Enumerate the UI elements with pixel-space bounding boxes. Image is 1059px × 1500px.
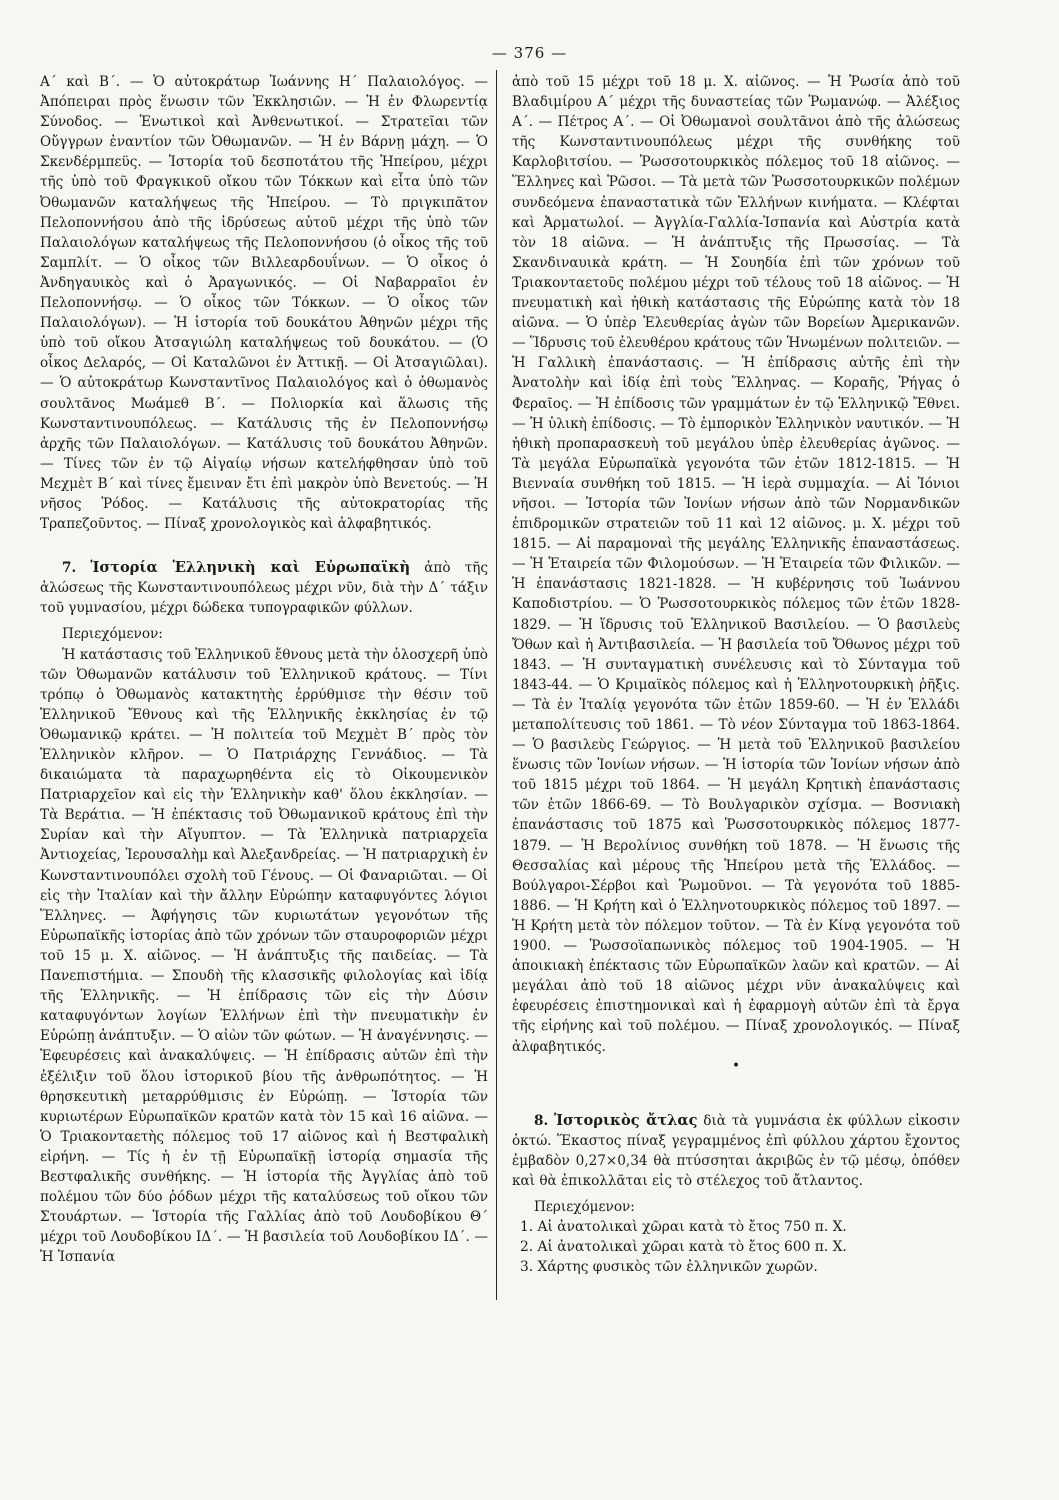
section-8-text: διὰ τὰ γυμνάσια ἐκ φύλλων εἰκοσιν ὀκτώ. Ἕκαστος πίναξ γεγραμμένος ἐπὶ φύλλου χάρτου ἔχοντος ἐμβαδὸν 0,27×0,34 θὰ πτύσσηται ἀκριβῶς ἐν τῷ μέσῳ, ὁπόθεν καὶ θὰ ἐπικολλᾶται εἰς τὸ στέλεχος τοῦ ἄτλαντος. (512, 1112, 960, 1189)
section-7-title: Ἱστορία Ἑλληνικὴ καὶ Εὐρωπαϊκὴ (90, 559, 411, 577)
end-mark: • (731, 1057, 741, 1074)
section-8 (512, 1111, 960, 1278)
section-8-contents-label: Περιεχόμενον: (534, 1198, 635, 1215)
section-7-heading (40, 558, 488, 618)
section-8-number: 8. (534, 1112, 549, 1129)
left-column (40, 72, 488, 1267)
page-number: — 376 — (491, 44, 568, 62)
right-column (512, 72, 960, 1277)
atlas-item-3: 3. Χάρτης φυσικὸς τῶν ἑλληνικῶν χωρῶν. (520, 1259, 818, 1276)
section-7-contents-part1: Ἡ κατάστασις τοῦ Ἑλληνικοῦ ἔθνους μετὰ τὴν ὁλοσχερῆ ὑπὸ τῶν Ὀθωμανῶν κατάλυσιν τοῦ Ἑλληνικοῦ κράτους. — Τίνι τρόπῳ ὁ Ὀθωμανὸς κατακτητὴς ἐρρύθμισε τὴν θέσιν τοῦ Ἑλληνικοῦ Ἔθνους καὶ τῆς Ἑλληνικῆς ἐκκλησίας ἐν τῷ Ὀθωμανικῷ κράτει. — Ἡ πολιτεία τοῦ Μεχμὲτ Β΄ πρὸς τὸν Ἑλληνικὸν κλῆρον. — Ὁ Πατριάρχης Γεννάδιος. — Τὰ δικαιώματα τὰ παραχωρηθέντα εἰς τὸ Οἰκουμενικὸν Πατριαρχεῖον καὶ εἰς τὴν Ἑλληνικὴν καθ' ὅλου ἐκκλησίαν. — Τὰ Βεράτια. — Ἡ ἐπέκτασις τοῦ Ὀθωμανικοῦ κράτους ἐπὶ τὴν Συρίαν καὶ τὴν Αἴγυπτον. — Τὰ Ἑλληνικὰ πατριαρχεῖα Ἀντιοχείας, Ἱερουσαλὴμ καὶ Ἀλεξανδρείας. — Ἡ πατριαρχικὴ ἐν Κωνσταντινουπόλει σχολὴ τοῦ Γένους. — Οἱ Φαναριῶται. — Οἱ εἰς τὴν Ἰταλίαν καὶ τὴν ἄλλην Εὐρώπην καταφυγόντες λόγιοι Ἕλληνες. — Ἀφήγησις τῶν κυριωτάτων γεγονότων τῆς Εὐρωπαϊκῆς ἱστορίας ἀπὸ τῶν χρόνων τῶν σταυροφοριῶν μέχρι τοῦ 15 μ. Χ. αἰῶνος. — Ἡ ἀνάπτυξις τῆς παιδείας. — Τὰ Πανεπιστήμια. — Σπουδὴ τῆς κλασσικῆς φιλολογίας καὶ ἰδίᾳ τῆς Ἑλληνικῆς. — Ἡ ἐπίδρασις τῶν εἰς τὴν Δύσιν καταφυγόντων λογίων Ἑλλήνων ἐπὶ τὴν πνευματικὴν ἐν Εὐρώπῃ ἀνάπτυξιν. — Ὁ αἰὼν τῶν φώτων. — Ἡ ἀναγέννησις. — Ἐφευρέσεις καὶ ἀνακαλύψεις. — Ἡ ἐπίδρασις αὐτῶν ἐπὶ τὴν ἐξέλιξιν τοῦ ὅλου ἱστορικοῦ βίου τῆς ἀνθρωπότητος. — Ἡ θρησκευτικὴ μεταρρύθμισις ἐν Εὐρώπῃ. — Ἱστορία τῶν κυριωτέρων Εὐρωπαϊκῶν κρατῶν κατὰ τὸν 15 καὶ 16 αἰῶνα. — Ὁ Τριακονταετὴς πόλεμος τοῦ 17 αἰῶνος καὶ ἡ Βεστφαλικὴ εἰρήνη. — Τίς ἡ ἐν τῇ Εὐρωπαϊκῇ ἱστορίᾳ σημασία τῆς Βεστφαλικῆς συνθήκης. — Ἡ ἱστορία τῆς Ἀγγλίας ἀπὸ τοῦ πολέμου τῶν δύο ῥόδων μέχρι τῆς καταλύσεως τοῦ οἴκου τῶν Στουάρτων. — Ἱστορία τῆς Γαλλίας ἀπὸ τοῦ Λουδοβίκου Θ΄ μέχρι τοῦ Λουδοβίκου ΙΔ΄. — Ἡ βασιλεία τοῦ Λουδοβίκου ΙΔ΄. — Ἡ Ἰσπανία (40, 646, 488, 1266)
section-7 (40, 558, 488, 1267)
column-divider (496, 70, 497, 1300)
section-8-title: Ἱστορικὸς ἄτλας (553, 1111, 698, 1129)
previous-section-continuation: Α΄ καὶ Β΄. — Ὁ αὐτοκράτωρ Ἰωάννης Η΄ Παλαιολόγος. — Ἀπόπειραι πρὸς ἕνωσιν τῶν Ἐκκλησιῶν. — Ἡ ἐν Φλωρεντίᾳ Σύνοδος. — Ἑνωτικοὶ καὶ Ἀνθενωτικοί. — Στρατεῖαι τῶν Οὔγγρων ἐναντίον τῶν Ὀθωμανῶν. — Ἡ ἐν Βάρνῃ μάχη. — Ὁ Σκενδέρμπεϋς. — Ἱστορία τοῦ δεσποτάτου τῆς Ἠπείρου, μέχρι τῆς ὑπὸ τοῦ Φραγκικοῦ οἴκου τῶν Τόκκων καὶ εἶτα ὑπὸ τῶν Ὀθωμανῶν καταλήψεως τῆς Ἠπείρου. — Τὸ πριγκιπᾶτον Πελοποννήσου ἀπὸ τῆς ἱδρύσεως αὐτοῦ μέχρι τῆς ὑπὸ τῶν Παλαιολόγων καταλήψεως τῆς Πελοποννήσου (ὁ οἶκος τῆς τοῦ Σαμπλίτ. — Ὁ οἶκος τῶν Βιλλεαρδουΐνων. — Ὁ οἶκος ὁ Ἀνδηγαυικὸς καὶ ὁ Ἀραγωνικός. — Οἱ Ναβαρραῖοι ἐν Πελοποννήσῳ. — Ὁ οἶκος τῶν Τόκκων. — Ὁ οἶκος τῶν Παλαιολόγων). — Ἡ ἱστορία τοῦ δουκάτου Ἀθηνῶν μέχρι τῆς ὑπὸ τοῦ οἴκου Ἀτσαγιώλη καταλήψεως τοῦ δουκάτου. — (Ὁ οἶκος Δελαρός, — Οἱ Καταλῶνοι ἐν Ἀττικῇ. — Οἱ Ἀτσαγιῶλαι). — Ὁ αὐτοκράτωρ Κωνσταντῖνος Παλαιολόγος καὶ ὁ ὀθωμανὸς σουλτᾶνος Μωάμεθ Β΄. — Πολιορκία καὶ ἅλωσις τῆς Κωνσταντινουπόλεως. — Κατάλυσις τῆς ἐν Πελοποννήσῳ ἀρχῆς τῶν Παλαιολόγων. — Κατάλυσις τοῦ δουκάτου Ἀθηνῶν. — Τίνες τῶν ἐν τῷ Αἰγαίῳ νήσων κατελήφθησαν ὑπὸ τοῦ Μεχμὲτ Β΄ καὶ τίνες ἔμειναν ἔτι ἐπὶ μακρὸν ὑπὸ Βενετούς. — Ἡ νῆσος Ῥόδος. — Κατάλυσις τῆς αὐτοκρατορίας τῆς Τραπεζοῦντος. — Πίναξ χρονολογικὸς καὶ ἀλφαβητικός. (40, 74, 488, 533)
section-7-contents-label: Περιεχόμενον: (62, 626, 163, 643)
section-7-subtitle: ἀπὸ τῆς ἁλώσεως τῆς Κωνσταντινουπόλεως μέχρι νῦν, διὰ τὴν Δ΄ τάξιν τοῦ γυμνασίου, μέχρι δώδεκα τυπογραφικῶν φύλλων. (40, 560, 488, 617)
section-7-contents-part2: ἀπὸ τοῦ 15 μέχρι τοῦ 18 μ. Χ. αἰῶνος. — Ἡ Ῥωσία ἀπὸ τοῦ Βλαδιμίρου Α΄ μέχρι τῆς δυναστείας τῶν Ῥωμανώφ. — Ἀλέξιος Α΄. — Πέτρος Α΄. — Οἱ Ὀθωμανοὶ σουλτᾶνοι ἀπὸ τῆς ἁλώσεως τῆς Κωνσταντινουπόλεως μέχρι τῆς συνθήκης τοῦ Καρλοβιτσίου. — Ῥωσσοτουρκικὸς πόλεμος τοῦ 18 αἰῶνος. — Ἕλληνες καὶ Ῥῶσοι. — Τὰ μετὰ τῶν Ῥωσσοτουρκικῶν πολέμων συνδεόμενα ἐπαναστατικὰ τῶν Ἑλλήνων κινήματα. — Κλέφται καὶ Ἀρματωλοί. — Ἀγγλία-Γαλλία-Ἱσπανία καὶ Αὐστρία κατὰ τὸν 18 αἰῶνα. — Ἡ ἀνάπτυξις τῆς Πρωσσίας. — Τὰ Σκανδιναυικὰ κράτη. — Ἡ Σουηδία ἐπὶ τῶν χρόνων τοῦ Τριακονταετοῦς πολέμου μέχρι τοῦ τέλους τοῦ 18 αἰῶνος. — Ἡ πνευματικὴ καὶ ἠθικὴ κατάστασις τῆς Εὐρώπης κατὰ τὸν 18 αἰῶνα. — Ὁ ὑπὲρ Ἐλευθερίας ἀγὼν τῶν Βορείων Ἀμερικανῶν. — Ἵδρυσις τοῦ ἐλευθέρου κράτους τῶν Ἡνωμένων πολιτειῶν. — Ἡ Γαλλικὴ ἐπανάστασις. — Ἡ ἐπίδρασις αὐτῆς ἐπὶ τὴν Ἀνατολὴν καὶ ἰδίᾳ ἐπὶ τοὺς Ἕλληνας. — Κοραῆς, Ῥήγας ὁ Φεραῖος. — Ἡ ἐπίδοσις τῶν γραμμάτων ἐν τῷ Ἑλληνικῷ Ἔθνει. — Ἡ ὑλικὴ ἐπίδοσις. — Τὸ ἐμπορικὸν Ἑλληνικὸν ναυτικόν. — Ἡ ἠθικὴ προπαρασκευὴ τοῦ μεγάλου ὑπὲρ ἐλευθερίας ἀγῶνος. — Τὰ μεγάλα Εὐρωπαϊκὰ γεγονότα τῶν ἐτῶν 1812-1815. — Ἡ Βιενναία συνθήκη τοῦ 1815. — Ἡ ἱερὰ συμμαχία. — Αἱ Ἰόνιοι νῆσοι. — Ἱστορία τῶν Ἰονίων νήσων ἀπὸ τῶν Νορμανδικῶν ἐπιδρομικῶν στρατειῶν τοῦ 11 καὶ 12 αἰῶνος. μ. Χ. μέχρι τοῦ 1815. — Αἱ παραμοναὶ τῆς μεγάλης Ἑλληνικῆς ἐπαναστάσεως. — Ἡ Ἑταιρεία τῶν Φιλομούσων. — Ἡ Ἑταιρεία τῶν Φιλικῶν. — Ἡ ἐπανάστασις 1821-1828. — Ἡ κυβέρνησις τοῦ Ἰωάννου Καποδιστρίου. — Ὁ Ῥωσσοτουρκικὸς πόλεμος τῶν ἐτῶν 1828-1829. — Ἡ ἵδρυσις τοῦ Ἑλληνικοῦ Βασιλείου. — Ὁ βασιλεὺς Ὄθων καὶ ἡ Ἀντιβασιλεία. — Ἡ βασιλεία τοῦ Ὄθωνος μέχρι τοῦ 1843. — Ἡ συνταγματικὴ συνέλευσις καὶ τὸ Σύνταγμα τοῦ 1843-44. — Ὁ Κριμαϊκὸς πόλεμος καὶ ἡ Ἑλληνοτουρκικὴ ῥῆξις. — Τὰ ἐν Ἰταλίᾳ γεγονότα τῶν ἐτῶν 1859-60. — Ἡ ἐν Ἑλλάδι μεταπολίτευσις τοῦ 1861. — Τὸ νέον Σύνταγμα τοῦ 1863-1864. — Ὁ βασιλεὺς Γεώργιος. — Ἡ μετὰ τοῦ Ἑλληνικοῦ βασιλείου ἕνωσις τῶν Ἰονίων νήσων. — Ἡ ἱστορία τῶν Ἰονίων νήσων ἀπὸ τοῦ 1815 μέχρι τοῦ 1864. — Ἡ μεγάλη Κρητικὴ ἐπανάστασις τῶν ἐτῶν 1866-69. — Τὸ Βουλγαρικὸν σχίσμα. — Βοσνιακὴ ἐπανάστασις τοῦ 1875 καὶ Ῥωσσοτουρκικὸς πόλεμος 1877-1879. — Ἡ Βερολίνιος συνθήκη τοῦ 1878. — Ἡ ἕνωσις τῆς Θεσσαλίας καὶ μέρους τῆς Ἠπείρου μετὰ τῆς Ἑλλάδος. — Βούλγαροι-Σέρβοι καὶ Ῥωμοῦνοι. — Τὰ γεγονότα τοῦ 1885-1886. — Ἡ Κρήτη καὶ ὁ Ἑλληνοτουρκικὸς πόλεμος τοῦ 1897. — Ἡ Κρήτη μετὰ τὸν πόλεμον τοῦτον. — Τὰ ἐν Κίνᾳ γεγονότα τοῦ 1900. — Ῥωσσοϊαπωνικὸς πόλεμος τοῦ 1904-1905. — Ἡ ἀποικιακὴ ἐπέκτασις τῶν Εὐρωπαϊκῶν λαῶν καὶ κρατῶν. — Αἱ μεγάλαι ἀπὸ τοῦ 18 αἰῶνος μέχρι νῦν ἀνακαλύψεις καὶ ἐφευρέσεις ἐπιστημονικαὶ καὶ ἡ ἐφαρμογὴ αὐτῶν ἐπὶ τὰ ἔργα τῆς εἰρήνης καὶ τοῦ πολέμου. — Πίναξ χρονολογικός. — Πίναξ ἀλφαβητικός. (512, 74, 960, 1055)
atlas-item-2: 2. Αἱ ἀνατολικαὶ χῶραι κατὰ τὸ ἔτος 600 π. Χ. (520, 1239, 847, 1256)
atlas-item-1: 1. Αἱ ἀνατολικαὶ χῶραι κατὰ τὸ ἔτος 750 π. Χ. (520, 1219, 847, 1236)
section-7-number: 7. (62, 560, 77, 577)
section-8-heading (512, 1111, 960, 1191)
